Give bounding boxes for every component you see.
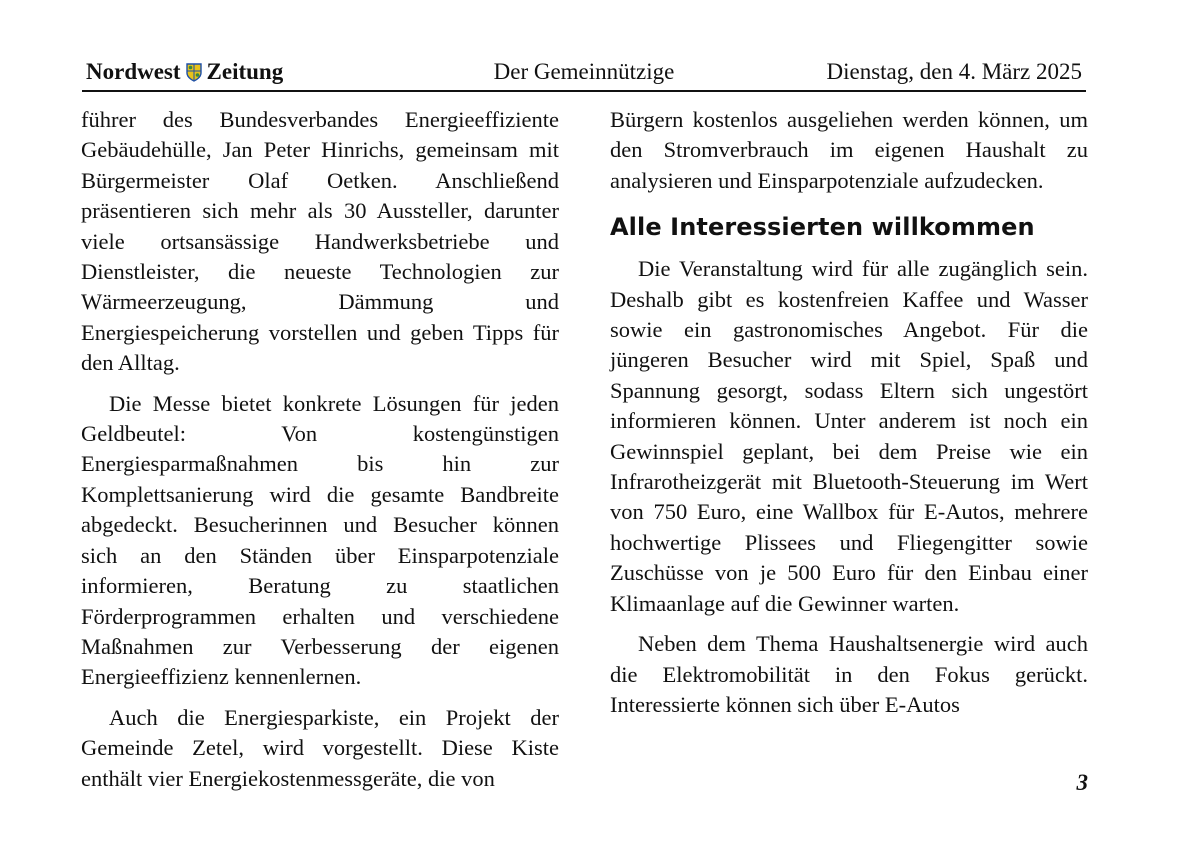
paragraph: Die Veranstaltung wird für alle zugänglich sein. Deshalb gibt es kostenfreien Kaffee und Wasser sowie ein gastronomisches Angebot. Für die jüngeren Besucher wird mit Spiel, Spaß und Spannung gesorgt, sodass Eltern sich ungestört informieren können. Unter anderem ist noch ein Gewinnspiel geplant, bei dem Preise wie ein Infrarotheizgerät mit Bluetooth-Steuerung im Wert von 750 Euro, eine Wallbox für E-Autos, mehrere hochwertige Plissees und Fliegengitter sowie Zuschüsse von je 500 Euro für den Einbau einer Klimaanlage auf die Gewinner warten. (610, 256, 1088, 616)
paragraph: Neben dem Thema Haushaltsenergie wird auch die Elektromobilität in den Fokus gerückt. Interessierte können sich über E-Autos (610, 631, 1088, 717)
paragraph: führer des Bundesverbandes Energieeffiziente Gebäudehülle, Jan Peter Hinrichs, gemeinsam mit Bürgermeister Olaf Oetken. Anschließend präsentieren sich mehr als 30 Aussteller, darunter viele ortsansässige Handwerksbetriebe und Dienstleister, die neueste Technologien zur Wärmeerzeugung, Dämmung und Energiespeicherung vorstellen und geben Tipps für den Alltag. (81, 107, 559, 376)
paragraph: Bürgern kostenlos ausgeliehen werden können, um den Stromverbrauch im eigenen Haushalt zu analysieren und Einsparpotenziale aufzudecken. (610, 107, 1088, 193)
section-heading: Alle Interessierten willkommen (610, 213, 1035, 242)
issue-date: Dienstag, den 4. März 2025 (826, 59, 1082, 84)
paragraph: Die Messe bietet konkrete Lösungen für jeden Geldbeutel: Von kostengünstigen Energiesparmaßnahmen bis hin zur Komplettsanierung wird die gesamte Bandbreite abgedeckt. Besucherinnen und Besucher können sich an den Ständen über Einsparpotenziale informieren, Beratung zu staatlichen Förderprogrammen erhalten und verschiedene Maßnahmen zur Verbesserung der eigenen Energieeffizienz kennenlernen. (81, 390, 559, 690)
left-column (81, 105, 559, 804)
page-header (82, 56, 1086, 92)
right-column (610, 105, 1088, 730)
masthead-right: Zeitung (206, 59, 284, 84)
paragraph: Auch die Energiesparkiste, ein Projekt der Gemeinde Zetel, wird vorgestellt. Diese Kiste enthält vier Energiekostenmessgeräte, die von (81, 704, 559, 791)
page-number: 3 (1076, 770, 1088, 795)
section-title: Der Gemeinnützige (493, 59, 675, 84)
masthead-left: Nordwest (86, 59, 181, 84)
